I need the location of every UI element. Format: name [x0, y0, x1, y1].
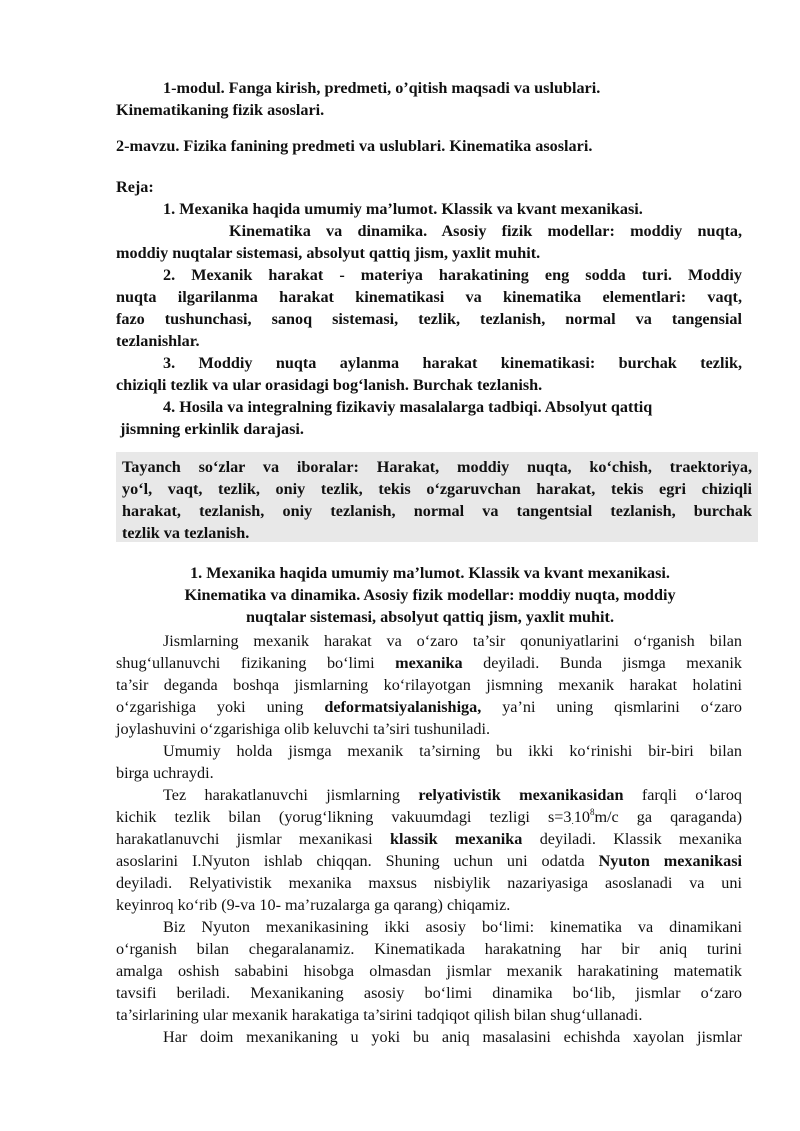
plan-line: nuqta ilgarilanma harakat kinematikasi va kinematika elementlari: vaqt, [116, 288, 742, 306]
section-heading-line: Kinematika va dinamika. Asosiy fizik modellar: moddiy nuqta, moddiy [184, 586, 676, 604]
plan-line: tezlanishlar. [116, 332, 200, 350]
body-line: Tez harakatlanuvchi jismlarning relyativistik mexanikasidan farqli o‘laroq [163, 786, 743, 804]
body-line: ta’sirlarining ular mexanik harakatiga ta’sirini tadqiqot qilish bilan shug‘ullanadi. [116, 1006, 643, 1024]
body-line: joylashuvini o‘zgarishiga olib keluvchi ta’siri tushuniladi. [116, 720, 491, 738]
keywords-line: Tayanch so‘zlar va iboralar: Harakat, moddiy nuqta, ko‘chish, traektoriya, [122, 458, 752, 476]
keywords-line: harakat, tezlanish, oniy tezlanish, normal va tangentsial tezlanish, burchak [122, 502, 752, 520]
plan-line: Kinematika va dinamika. Asosiy fizik modellar: moddiy nuqta, [229, 222, 742, 240]
plan-line: fazo tushunchasi, sanoq sistemasi, tezlik, tezlanish, normal va tangensial [116, 310, 742, 328]
module-title-line-2: Kinematikaning fizik asoslari. [116, 101, 325, 119]
body-line: shug‘ullanuvchi fizikaning bo‘limi mexanika deyiladi. Bunda jismga mexanik [116, 654, 742, 672]
plan-line: moddiy nuqtalar sistemasi, absolyut qattiq jism, yaxlit muhit. [116, 244, 541, 262]
body-line: Jismlarning mexanik harakat va o‘zaro ta’sir qonuniyatlarini o‘rganish bilan [163, 632, 742, 650]
body-line: kichik tezlik bilan (yorug‘likning vakuumdagi tezligi $s=3_.10^8m/c$ ga qaraganda) [116, 807, 742, 826]
body-line: birga uchraydi. [116, 764, 214, 782]
section-heading-line: nuqtalar sistemasi, absolyut qattiq jism, yaxlit muhit. [245, 608, 614, 626]
plan-line: chiziqli tezlik va ular orasidagi bog‘lanish. Burchak tezlanish. [116, 376, 543, 394]
topic-title: 2-mavzu. Fizika fanining predmeti va uslublari. Kinematika asoslari. [116, 137, 593, 155]
body-line: o‘zgarishiga yoki uning deformatsiyalanishiga, ya’ni uning qismlarini o‘zaro [116, 698, 743, 716]
plan-line: jismning erkinlik darajasi. [120, 420, 304, 438]
body-line: ta’sir deganda boshqa jismlarning ko‘rilayotgan jismning mexanik harakat holatini [116, 676, 742, 694]
body-line: tavsifi beriladi. Mexanikaning asosiy bo‘limi dinamika bo‘lib, jismlar o‘zaro [116, 984, 742, 1002]
keywords-line: tezlik va tezlanish. [122, 524, 250, 542]
keywords-line: yo‘l, vaqt, tezlik, oniy tezlik, tekis o‘zgaruvchan harakat, tekis egri chiziqli [122, 480, 752, 498]
plan-line: 2. Mexanik harakat - materiya harakatining eng sodda turi. Moddiy [163, 266, 742, 284]
plan-line: 1. Mexanika haqida umumiy ma’lumot. Klassik va kvant mexanikasi. [163, 200, 643, 218]
body-line: Biz Nyuton mexanikasining ikki asosiy bo‘limi: kinematika va dinamikani [163, 918, 742, 936]
body-line: Har doim mexanikaning u yoki bu aniq masalasini echishda xayolan jismlar [163, 1028, 742, 1046]
body-line: o‘rganish bilan chegaralanamiz. Kinematikada harakatning har bir aniq turini [116, 940, 742, 958]
body-line: harakatlanuvchi jismlar mexanikasi klassik mexanika deyiladi. Klassik mexanika [116, 830, 742, 848]
module-title-line-1: 1-modul. Fanga kirish, predmeti, o’qitish maqsadi va uslublari. [163, 79, 601, 97]
body-line: asoslarini I.Nyuton ishlab chiqqan. Shuning uchun uni odatda Nyuton mexanikasi [116, 852, 743, 870]
body-line: Umumiy holda jismga mexanik ta’sirning bu ikki ko‘rinishi bir-biri bilan [163, 742, 742, 760]
body-line: amalga oshish sababini hisobga olmasdan jismlar mexanik harakatining matematik [116, 962, 742, 980]
plan-heading: Reja: [116, 178, 154, 196]
body-line: deyiladi. Relyativistik mexanika maxsus nisbiylik nazariyasiga asoslanadi va uni [116, 874, 742, 892]
section-heading-line: 1. Mexanika haqida umumiy ma’lumot. Klassik va kvant mexanikasi. [190, 564, 670, 582]
plan-line: 3. Moddiy nuqta aylanma harakat kinematikasi: burchak tezlik, [163, 354, 742, 372]
plan-line: 4. Hosila va integralning fizikaviy masalalarga tadbiqi. Absolyut qattiq [163, 398, 653, 416]
body-line: keyinroq ko‘rib (9-va 10- ma’ruzalarga ga qarang) chiqamiz. [116, 896, 511, 914]
